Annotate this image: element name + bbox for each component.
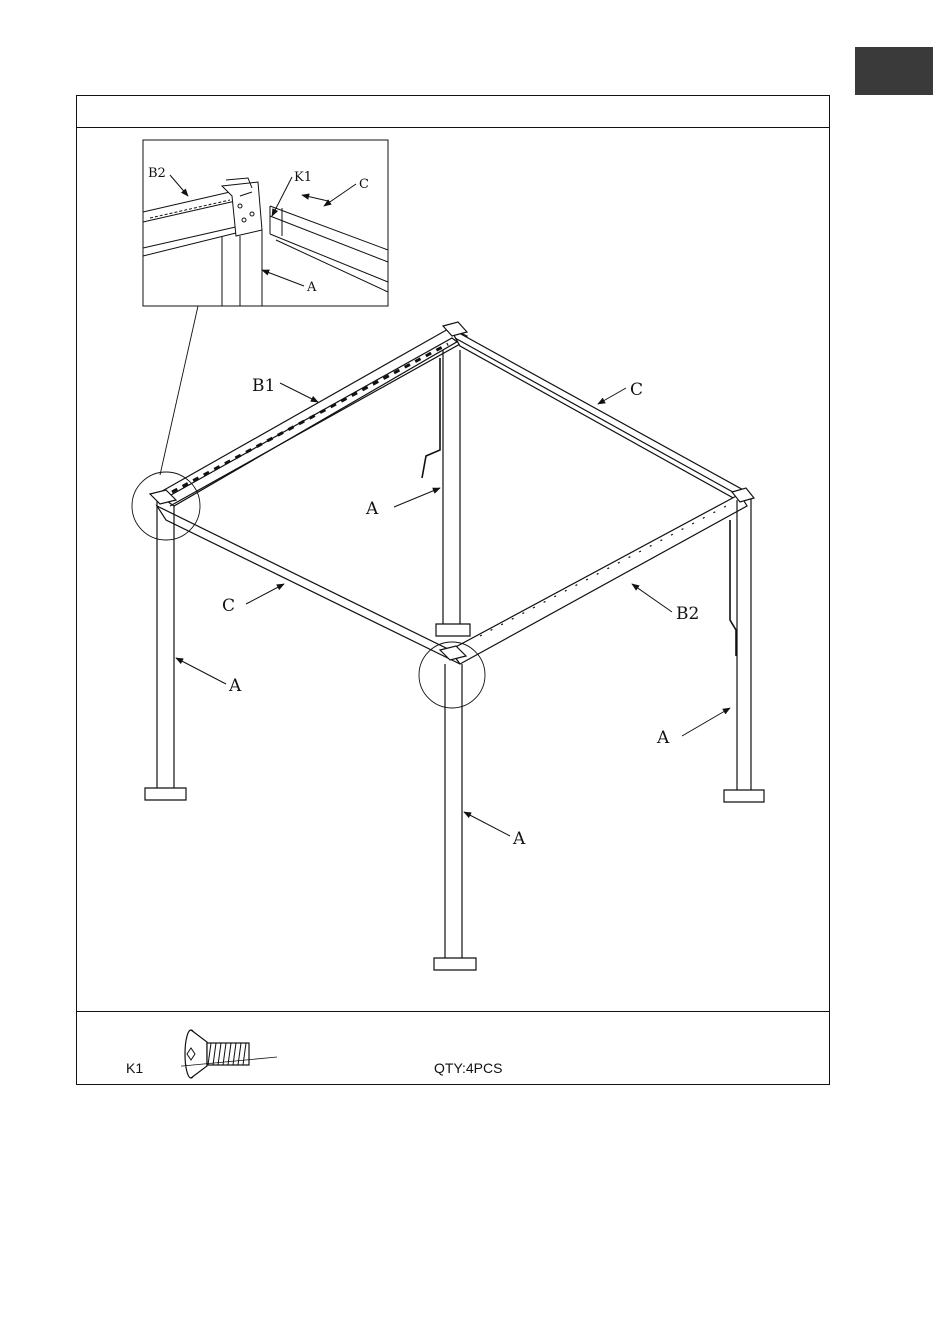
label-a-right: A	[657, 728, 670, 748]
label-c-back: C	[630, 380, 644, 400]
label-a-front: A	[513, 829, 526, 849]
part-id-k1: K1	[126, 1060, 144, 1076]
label-a-left: A	[229, 676, 242, 696]
inset-label-k1: K1	[294, 170, 312, 185]
pergola-frame	[145, 322, 764, 970]
inset-label-a: A	[307, 280, 317, 295]
part-quantity: QTY:4PCS	[434, 1060, 503, 1076]
label-c-front: C	[222, 596, 236, 616]
inset-label-c: C	[359, 177, 369, 192]
inset-label-b2: B2	[148, 166, 166, 181]
label-b1: B1	[252, 376, 276, 396]
label-b2: B2	[676, 604, 700, 624]
detail-inset	[143, 140, 388, 306]
label-a-back: A	[366, 499, 379, 519]
